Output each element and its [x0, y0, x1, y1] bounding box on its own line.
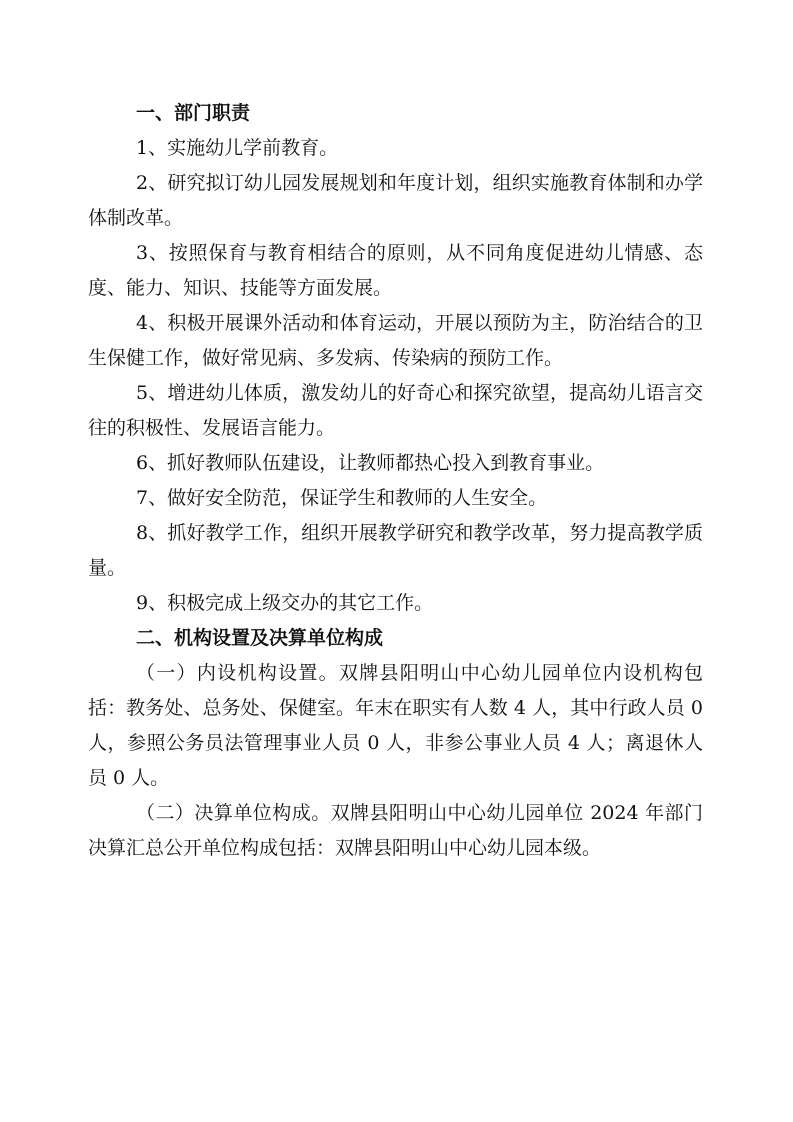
responsibility-item-4: 4、积极开展课外活动和体育运动，开展以预防为主，防治结合的卫生保健工作，做好常见病、多发病、传染病的预防工作。	[88, 312, 703, 369]
document-page	[88, 96, 703, 866]
organization-internal-structure: （一）内设机构设置。双牌县阳明山中心幼儿园单位内设机构包括：教务处、总务处、保健室。年末在职实有人数 4 人，其中行政人员 0 人，参照公务员法管理事业人员 0 人，非参公事业人员 4 人；离退休人员 0 人。	[88, 662, 703, 789]
responsibility-item-3: 3、按照保育与教育相结合的原则，从不同角度促进幼儿情感、态度、能力、知识、技能等方面发展。	[88, 242, 703, 299]
responsibility-item-8: 8、抓好教学工作，组织开展教学研究和教学改革，努力提高教学质量。	[88, 522, 703, 579]
responsibility-item-5: 5、增进幼儿体质，激发幼儿的好奇心和探究欲望，提高幼儿语言交往的积极性、发展语言能力。	[88, 382, 703, 439]
responsibility-item-6: 6、抓好教师队伍建设，让教师都热心投入到教育事业。	[136, 452, 605, 474]
responsibility-item-1: 1、实施幼儿学前教育。	[136, 137, 339, 159]
responsibility-item-7: 7、做好安全防范，保证学生和教师的人生安全。	[136, 487, 548, 509]
section-heading-organization: 二、机构设置及决算单位构成	[136, 627, 384, 649]
organization-final-account-units: （二）决算单位构成。双牌县阳明山中心幼儿园单位 2024 年部门决算汇总公开单位构成包括：双牌县阳明山中心幼儿园本级。	[88, 802, 703, 859]
responsibility-item-9: 9、积极完成上级交办的其它工作。	[136, 592, 434, 614]
section-heading-responsibilities: 一、部门职责	[136, 102, 251, 124]
responsibility-item-2: 2、研究拟订幼儿园发展规划和年度计划，组织实施教育体制和办学体制改革。	[88, 172, 703, 229]
